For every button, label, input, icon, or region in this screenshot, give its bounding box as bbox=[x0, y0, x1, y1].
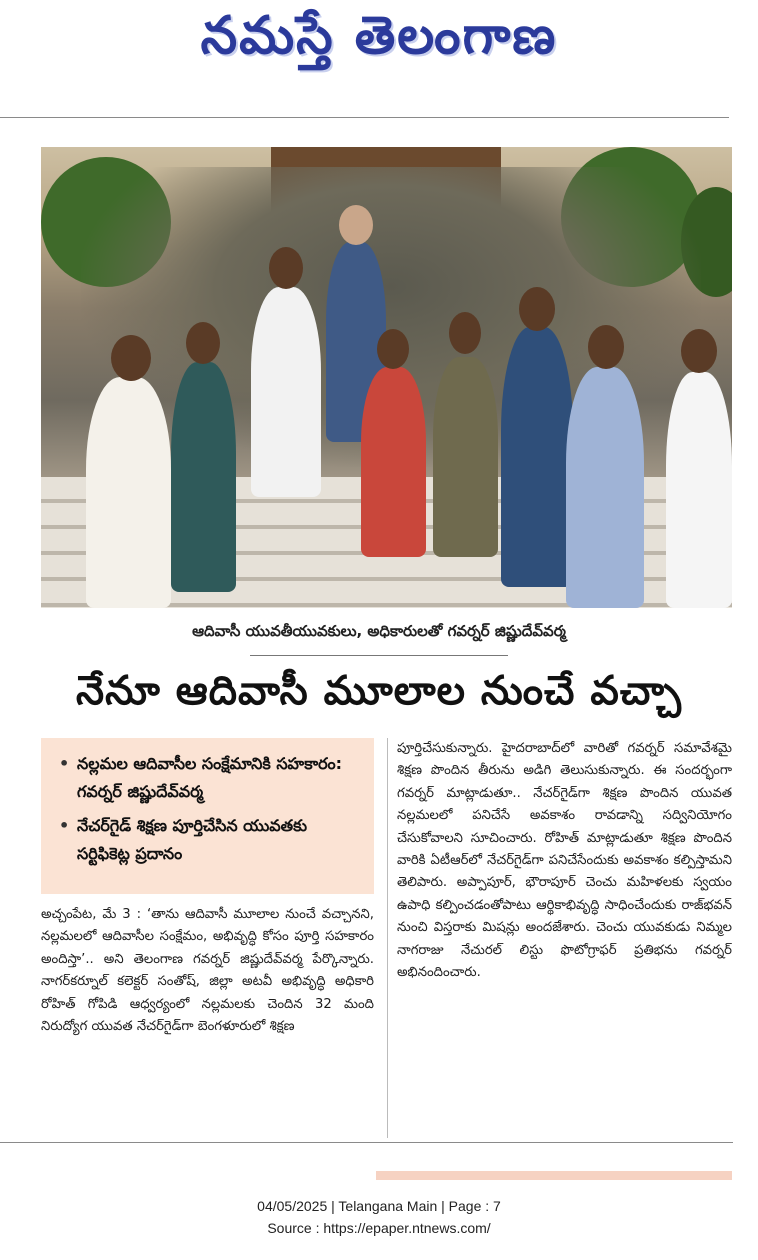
photo-person-head bbox=[588, 325, 624, 369]
highlight-text: నల్లమల ఆదివాసీల సంక్షేమానికి సహకారం: గవర్నర్ జిష్ణుదేవ్‌వర్మ bbox=[77, 754, 343, 801]
photo-person-head bbox=[681, 329, 717, 373]
photo-person bbox=[171, 362, 236, 592]
footer-date-line: 04/05/2025 | Telangana Main | Page : 7 bbox=[257, 1198, 501, 1214]
masthead-rule bbox=[0, 117, 729, 118]
article-headline: నేనూ ఆదివాసీ మూలాల నుంచే వచ్చా bbox=[76, 668, 682, 714]
newspaper-title: నమస్తే తెలంగాణ bbox=[200, 6, 558, 66]
photo-person bbox=[566, 367, 644, 608]
photo-caption: ఆదివాసీ యువతీయువకులు, అధికారులతో గవర్నర్ జిష్ణుదేవ్‌వర్మ bbox=[192, 622, 566, 640]
photo-person-head bbox=[111, 335, 151, 381]
photo-person bbox=[251, 287, 321, 497]
article-body-right: పూర్తిచేసుకున్నారు. హైదరాబాద్‌లో వారితో గవర్నర్ సమావేశమై శిక్షణ పొందిన తీరును అడిగి తెలుసుకున్నారు. ఈ సందర్భంగా గవర్నర్ మాట్లాడుతూ.. నేచర్‌గైడ్‌గా శిక్షణ పొందిన యువత నల్లమలలో పనిచేసే అవకాశం రావడాన్ని సద్వినియోగం చేసుకోవాలని సూచించారు. రోహిత్ మాట్లాడుతూ శిక్షణ పొందిన వారికి ఏటీఆర్‌లో నేచర్‌గైడ్‌గా పనిచేసేందుకు అవకాశం కల్పిస్తామని తెలిపారు. అప్పాపూర్, భౌరాపూర్ చెంచు మహిళలకు స్వయం ఉపాధి కల్పించడంతోపాటు ఆర్థికాభివృద్ధి సాధించేందుకు రాజ్‌భవన్ నుంచి విస్తరాకు మిషన్లు అందజేశారు. చెంచు యువకుడు నిమ్మల నాగరాజు నేచురల్ లిస్టు ఫొటోగ్రాఫర్ ప్రతిభను గవర్నర్ అభినందించారు. bbox=[397, 741, 732, 981]
highlight-text: నేచర్‌గైడ్ శిక్షణ పూర్తిచేసిన యువతకు సర్టిఫికెట్ల ప్రదానం bbox=[77, 816, 308, 863]
photo-person bbox=[433, 357, 498, 557]
photo-person-head bbox=[269, 247, 303, 289]
photo-person-head bbox=[519, 287, 555, 331]
article-column-left bbox=[41, 904, 374, 1038]
caption-rule bbox=[250, 655, 508, 656]
photo-person bbox=[86, 377, 171, 608]
pink-bar bbox=[376, 1171, 732, 1180]
highlight-item bbox=[59, 750, 360, 806]
photo-person-head bbox=[186, 322, 220, 364]
bullet-icon: • bbox=[59, 754, 70, 773]
bullet-icon: • bbox=[59, 816, 70, 835]
masthead bbox=[0, 0, 758, 90]
photo-person-head bbox=[339, 205, 373, 245]
highlights-box bbox=[41, 738, 374, 894]
bottom-rule bbox=[0, 1142, 733, 1143]
article-column-right bbox=[397, 738, 732, 984]
column-divider bbox=[387, 738, 388, 1138]
highlight-item bbox=[59, 812, 360, 868]
footer-source-line: Source : https://epaper.ntnews.com/ bbox=[267, 1220, 491, 1236]
photo-person bbox=[666, 372, 732, 608]
article-photo bbox=[41, 147, 732, 608]
photo-person-head bbox=[449, 312, 481, 354]
photo-person bbox=[501, 327, 573, 587]
article-body-left: అచ్చంపేట, మే 3 : ‘తాను ఆదివాసీ మూలాల నుంచే వచ్చానని, నల్లమలలో ఆదివాసీల సంక్షేమం, అభివృద్ధి కోసం పూర్తి సహకారం అందిస్తా’.. అని తెలంగాణ గవర్నర్ జిష్ణుదేవ్‌వర్మ పేర్కొన్నారు. నాగర్‌కర్నూల్ కలెక్టర్ సంతోష్, జిల్లా అటవీ అభివృద్ధి అధికారి రోహిత్ గోపిడి ఆధ్వర్యంలో నల్లమలకు చెందిన 32 మంది నిరుద్యోగ యువత నేచర్‌గైడ్‌గా బెంగళూరులో శిక్షణ bbox=[41, 907, 374, 1035]
photo-person-head bbox=[377, 329, 409, 369]
photo-person bbox=[361, 367, 426, 557]
